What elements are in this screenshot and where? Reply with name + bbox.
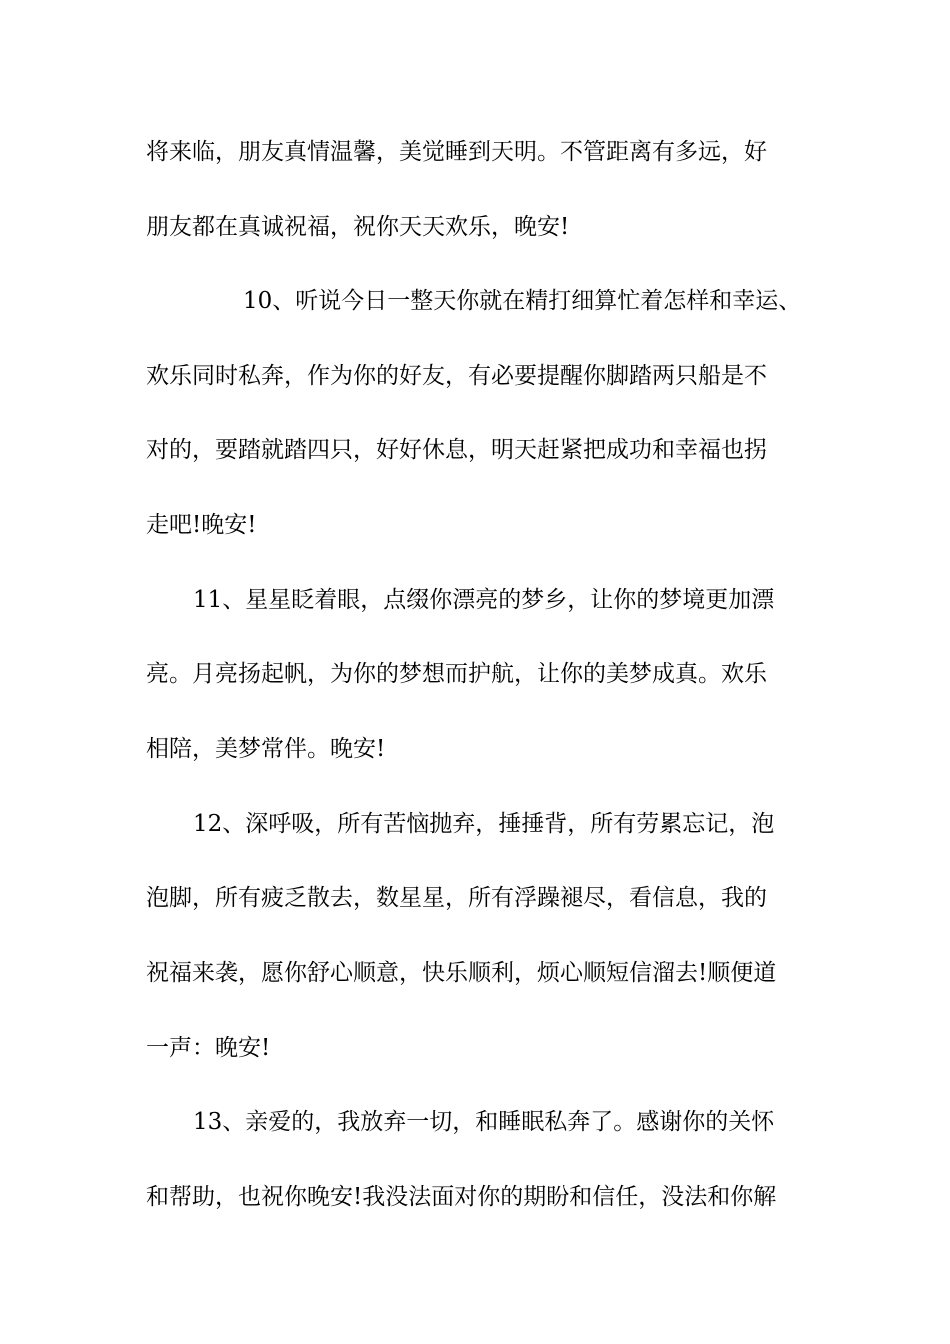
text-line: 和帮助，也祝你晚安!我没法面对你的期盼和信任，没法和你解 — [146, 1184, 777, 1210]
text-line: 亮。月亮扬起帆，为你的梦想而护航，让你的美梦成真。欢乐 — [146, 661, 767, 687]
text-line: 泡脚，所有疲乏散去，数星星，所有浮躁褪尽，看信息，我的 — [146, 885, 767, 911]
text-line: 欢乐同时私奔，作为你的好友，有必要提醒你脚踏两只船是不 — [146, 363, 767, 389]
text-line: 一声：晚安! — [146, 1035, 271, 1061]
paragraph-12-start: 12、深呼吸，所有苦恼抛弃，捶捶背，所有劳累忘记，泡 — [193, 811, 775, 837]
paragraph-11-start: 11、星星眨着眼，点缀你漂亮的梦乡，让你的梦境更加漂 — [193, 587, 775, 613]
paragraph-13-start: 13、亲爱的，我放弃一切，和睡眠私奔了。感谢你的关怀 — [193, 1109, 775, 1135]
text-line: 朋友都在真诚祝福，祝你天天欢乐，晚安! — [146, 214, 570, 240]
text-line: 走吧!晚安! — [146, 512, 257, 538]
text-line: 对的，要踏就踏四只，好好休息，明天赶紧把成功和幸福也拐 — [146, 437, 767, 463]
text-line: 将来临，朋友真情温馨，美觉睡到天明。不管距离有多远，好 — [146, 139, 767, 165]
text-line: 相陪，美梦常伴。晚安! — [146, 736, 386, 762]
text-line: 祝福来袭，愿你舒心顺意，快乐顺利，烦心顺短信溜去!顺便道 — [146, 960, 777, 986]
paragraph-10-start: 10、听说今日一整天你就在精打细算忙着怎样和幸运、 — [243, 288, 802, 314]
